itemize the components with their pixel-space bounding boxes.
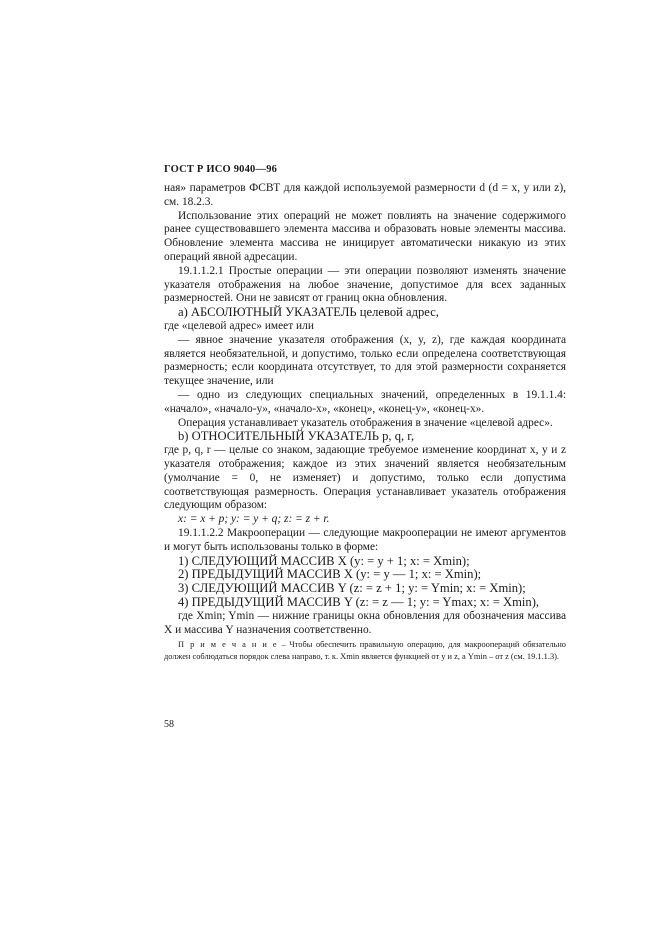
paragraph-lower-bounds: где Xmin; Ymin — нижние границы окна обновления для обозначения массива X и массива Y назначения соответственно. <box>164 609 566 636</box>
note-text: – Чтобы обеспечить правильную операцию, для макроопераций обязательно должен соблюдаться порядок слева направо, т. к. Xmin является функцией от y и z, а Ymin – от z (см. 19.1.1.3). <box>164 640 566 661</box>
paragraph-operations-usage: Использование этих операций не может повлиять на значение содержимого ранее существовавшего элемента массива и образовать новые элементы массива. Обновление элемента массива не иницирует автоматически никакую из этих операций явной адресации. <box>164 209 566 263</box>
paragraph-special-values: — одно из следующих специальных значений, определенных в 19.1.1.4: «начало», «начало-y», «начало-x», «конец», «конец-y», «конец-x». <box>164 388 566 415</box>
body-text <box>164 182 566 662</box>
item-relative-pointer: b) ОТНОСИТЕЛЬНЫЙ УКАЗАТЕЛЬ p, q, r, <box>178 429 415 444</box>
formula-pointer-update: x: = x + p; y: = y + q; z: = z + r. <box>178 513 330 526</box>
macro-next-array-y: 3) СЛЕДУЮЩИЙ МАССИВ Y (z: = z + 1; y: = Ymin; x: = Xmin); <box>178 581 526 596</box>
paragraph-target-address: где «целевой адрес» имеет или <box>164 319 314 332</box>
paragraph-explicit-value: — явное значение указателя отображения (x, y, z), где каждая координата является необязательной, и допустимо, только если определена соответствующая размерность; если координата отсутствует, то для этой размерности сохраняется текущее значение, или <box>164 333 566 388</box>
note <box>164 639 566 662</box>
paragraph-simple-operations: 19.1.1.2.1 Простые операции — эти операции позволяют изменять значение указателя отображения на любое значение, допустимое для всех заданных размерностей. Они не зависят от границ окна обновления. <box>164 264 566 305</box>
paragraph-signed-integers: где p, q, r — целые со знаком, задающие требуемое изменение координат x, y и z указателя отображения; каждое из этих значений является необязательным (умолчание = 0, не изменяет) и допустимо, только если допустима соответствующая размерность. Операция устанавливает указатель отображения следующим образом: <box>164 444 566 512</box>
macro-next-array-x: 1) СЛЕДУЮЩИЙ МАССИВ X (y: = y + 1; x: = Xmin); <box>178 553 470 568</box>
paragraph-operation-sets: Операция устанавливает указатель отображения в значение «целевой адрес». <box>178 416 553 429</box>
item-absolute-pointer: а) АБСОЛЮТНЫЙ УКАЗАТЕЛЬ целевой адрес, <box>178 305 439 320</box>
note-label: П р и м е ч а н и е <box>178 640 278 650</box>
paragraph-macro-operations: 19.1.1.2.2 Макрооперации — следующие макрооперации не имеют аргументов и могут быть использованы только в форме: <box>164 526 566 553</box>
standard-code-header: ГОСТ Р ИСО 9040—96 <box>164 164 278 175</box>
macro-prev-array-y: 4) ПРЕДЫДУЩИЙ МАССИВ Y (z: = z — 1; y: = Ymax; x: = Xmin), <box>178 594 540 609</box>
macro-prev-array-x: 2) ПРЕДЫДУЩИЙ МАССИВ X (y: = y — 1; x: = Xmin); <box>178 567 482 582</box>
paragraph-continuation: ная» параметров ФСВТ для каждой используемой размерности d (d = x, y или z), см. 18.2.3. <box>164 182 566 208</box>
page-number: 58 <box>164 719 174 730</box>
